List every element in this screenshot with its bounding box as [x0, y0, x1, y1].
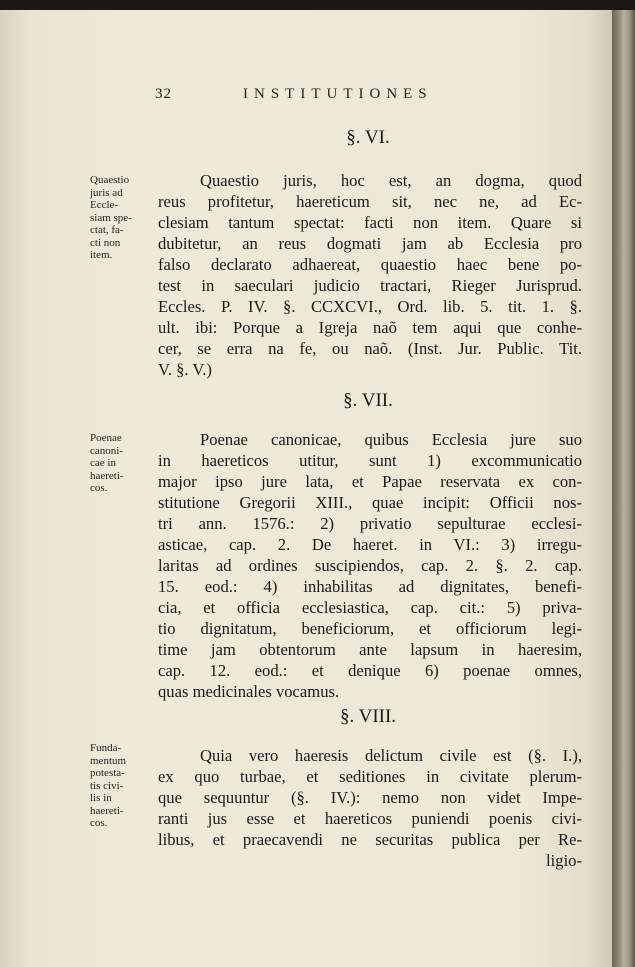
- text-line: laritas ad ordines suscipiendos, cap. 2. §. 2. cap.: [158, 556, 582, 575]
- margin-note-vii: [90, 432, 156, 495]
- text-line: asticae, cap. 2. De haeret. in VI.: 3) irregu-: [158, 535, 582, 554]
- running-title: INSTITUTIONES: [243, 86, 433, 102]
- text-line: Quia vero haeresis delictum civile est (§. I.),: [200, 746, 582, 765]
- margin-note-line: tis civi-: [90, 779, 124, 792]
- text-line: Eccles. P. IV. §. CCXCVI., Ord. lib. 5. tit. 1. §.: [158, 297, 582, 316]
- book-gutter: [612, 10, 635, 967]
- text-line: time jam obtentorum ante lapsum in haeresim,: [158, 640, 582, 659]
- text-line: Poenae canonicae, quibus Ecclesia jure suo: [200, 430, 582, 449]
- text-line: ult. ibi: Porque a Igreja naõ tem aqui que conhe-: [158, 318, 582, 337]
- text-line: cap. 12. eod.: et denique 6) poenae omnes,: [158, 661, 582, 680]
- margin-note-line: juris ad: [90, 186, 123, 199]
- margin-note-line: haereti-: [90, 469, 124, 482]
- text-line: major ipso jure lata, et Papae reservata ex con-: [158, 472, 582, 491]
- section-heading-vii: §. VII.: [343, 390, 393, 411]
- text-line: tri ann. 1576.: 2) privatio sepulturae ecclesi-: [158, 514, 582, 533]
- margin-note-line: Funda-: [90, 742, 122, 754]
- text-line: quas medicinales vocamus.: [158, 682, 340, 701]
- margin-note-line: canoni-: [90, 444, 123, 457]
- margin-note-line: Quaestio: [90, 174, 130, 186]
- text-line: 15. eod.: 4) inhabilitas ad dignitates, benefi-: [158, 577, 582, 596]
- margin-note-vi: [90, 174, 156, 262]
- paragraph-viii: [158, 745, 582, 871]
- margin-note-line: cos.: [90, 817, 108, 829]
- running-header: [155, 86, 495, 108]
- text-line: ranti jus esse et haereticos puniendi poenis civi-: [158, 809, 582, 828]
- margin-note-line: potesta-: [90, 767, 125, 779]
- text-line: libus, et praecavendi ne securitas publica per Re-: [158, 830, 582, 849]
- text-line: in haereticos utitur, sunt 1) excommunicatio: [158, 451, 582, 470]
- margin-note-line: lis in: [90, 792, 112, 804]
- margin-note-line: cos.: [90, 482, 108, 494]
- text-line: cer, se erra na fe, ou naõ. (Inst. Jur. Public. Tit.: [158, 339, 582, 358]
- paragraph-vii: [158, 429, 582, 702]
- margin-note-line: ctat, fa-: [90, 224, 124, 236]
- text-line: clesiam tantum spectat: facti non item. Quare si: [158, 213, 582, 232]
- margin-note-line: item.: [90, 249, 113, 261]
- page-number: 32: [155, 86, 172, 102]
- margin-note-line: Eccle-: [90, 199, 119, 211]
- paragraph-vi: [158, 170, 582, 380]
- margin-note-line: cae in: [90, 457, 116, 469]
- text-line: stitutione Gregorii XIII., quae incipit: Officii nos-: [158, 493, 582, 512]
- margin-note-line: Poenae: [90, 432, 122, 444]
- section-heading-viii: §. VIII.: [339, 706, 397, 727]
- text-line: test in saeculari judicio tractari, Rieger Jurisprud.: [158, 276, 582, 295]
- margin-note-line: siam spe-: [90, 211, 132, 224]
- text-line: tio dignitatum, beneficiorum, et officiorum legi-: [158, 619, 582, 638]
- text-line: falso declarato adhaereat, quaestio haec bene po-: [158, 255, 582, 274]
- text-line: que sequuntur (§. IV.): nemo non videt Impe-: [158, 788, 582, 807]
- text-line: Quaestio juris, hoc est, an dogma, quod: [200, 171, 582, 190]
- margin-note-line: mentum: [90, 754, 127, 767]
- text-line: V. §. V.): [158, 360, 212, 379]
- margin-note-viii: [90, 742, 156, 830]
- margin-note-line: haereti-: [90, 804, 124, 817]
- section-heading-vi: §. VI.: [346, 127, 390, 148]
- text-line: ex quo turbae, et seditiones in civitate plerum-: [158, 767, 582, 786]
- text-line: cia, et officia ecclesiastica, cap. cit.: 5) priva-: [158, 598, 582, 617]
- text-line: reus profitetur, haereticum sit, nec ne, ad Ec-: [158, 192, 582, 211]
- margin-note-line: cti non: [90, 236, 121, 249]
- text-line: ligio-: [546, 851, 582, 870]
- text-line: dubitetur, an reus dogmati jam ab Ecclesia pro: [158, 234, 582, 253]
